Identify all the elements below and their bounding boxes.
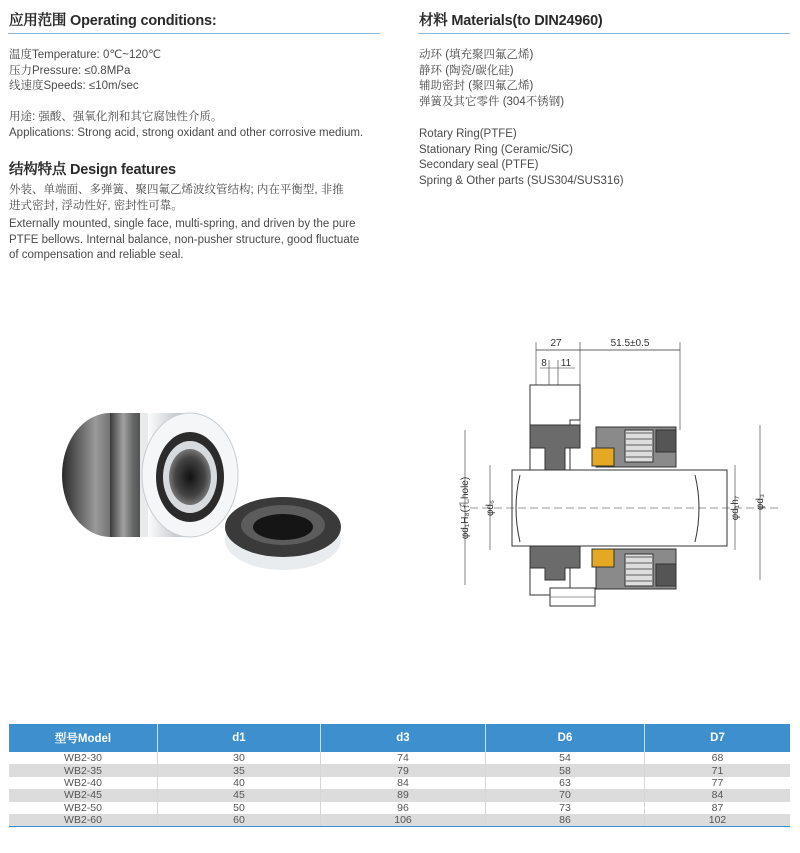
cell-d3: 89 bbox=[321, 789, 486, 801]
application-en: Applications: Strong acid, strong oxidant and other corrosive medium. bbox=[9, 126, 364, 139]
material-cn-line: 静环 (陶瓷/碳化硅) bbox=[419, 64, 514, 77]
dim-27-label: 27 bbox=[550, 338, 562, 349]
cell-d3: 84 bbox=[321, 777, 486, 789]
cell-model: WB2-50 bbox=[9, 802, 158, 814]
material-en-line: Stationary Ring (Ceramic/SiC) bbox=[419, 143, 574, 156]
cell-model: WB2-30 bbox=[9, 752, 158, 764]
cell-d7: 84 bbox=[645, 789, 791, 801]
cell-model: WB2-60 bbox=[9, 814, 158, 827]
design-en-line: Externally mounted, single face, multi-spring, and driven by the pure bbox=[9, 218, 356, 230]
materials-en bbox=[419, 127, 624, 189]
table-row bbox=[9, 814, 790, 827]
materials-cn bbox=[419, 48, 564, 110]
operating-conditions bbox=[9, 48, 161, 95]
cell-d6: 58 bbox=[486, 764, 645, 776]
label-d1-h8: φd₁H₈(孔hole) bbox=[460, 476, 471, 540]
cell-d6: 86 bbox=[486, 814, 645, 827]
operating-title: 应用范围 Operating conditions: bbox=[9, 13, 217, 29]
header-d6: D6 bbox=[486, 724, 645, 752]
cell-d1: 60 bbox=[158, 814, 321, 827]
cell-d7: 68 bbox=[645, 752, 791, 764]
table-row bbox=[9, 789, 790, 801]
right-divider bbox=[418, 33, 790, 34]
material-en-line: Secondary seal (PTFE) bbox=[419, 159, 539, 171]
cell-d3: 79 bbox=[321, 764, 486, 776]
design-cn-line: 外装、单端面、多弹簧、聚四氟乙烯波纹管结构; 内在平衡型, 非推 bbox=[9, 184, 344, 196]
table-row bbox=[9, 752, 790, 764]
cell-d6: 73 bbox=[486, 802, 645, 814]
cell-d1: 40 bbox=[158, 777, 321, 789]
cell-d7: 87 bbox=[645, 802, 791, 814]
cell-model: WB2-45 bbox=[9, 789, 158, 801]
materials-title: 材料 Materials(to DIN24960) bbox=[419, 13, 603, 29]
header-d3: d3 bbox=[321, 724, 486, 752]
cell-d3: 106 bbox=[321, 814, 486, 827]
material-cn-line: 动环 (填充聚四氟乙烯) bbox=[419, 49, 534, 61]
cell-d1: 35 bbox=[158, 764, 321, 776]
material-en-line: Rotary Ring(PTFE) bbox=[419, 128, 517, 140]
applications bbox=[9, 110, 363, 141]
cell-d7: 71 bbox=[645, 764, 791, 776]
dim-51-label: 51.5±0.5 bbox=[610, 338, 650, 349]
cell-d6: 63 bbox=[486, 777, 645, 789]
cell-d1: 30 bbox=[158, 752, 321, 764]
design-en-line: PTFE bellows. Internal balance, non-pusher structure, good fluctuate bbox=[9, 233, 360, 246]
design-title: 结构特点 Design features bbox=[9, 162, 176, 178]
condition-speed: 线速度Speeds: ≤10m/sec bbox=[9, 80, 139, 92]
label-d3: φd₃ bbox=[755, 493, 766, 511]
cell-d6: 54 bbox=[486, 752, 645, 764]
condition-temperature: 温度Temperature: 0℃~120℃ bbox=[9, 49, 162, 61]
cell-d7: 102 bbox=[645, 814, 791, 827]
header-d7: D7 bbox=[645, 724, 791, 752]
table-row bbox=[9, 764, 790, 776]
cell-d1: 50 bbox=[158, 802, 321, 814]
material-cn-line: 辅助密封 (聚四氟乙烯) bbox=[419, 80, 534, 92]
table-row bbox=[9, 777, 790, 789]
design-cn-line: 进式密封, 浮动性好, 密封性可靠。 bbox=[9, 199, 183, 212]
condition-pressure: 压力Pressure: ≤0.8MPa bbox=[9, 64, 131, 77]
label-d6: φd₆ bbox=[485, 499, 496, 517]
material-cn-line: 弹簧及其它零件 (304不锈钢) bbox=[419, 95, 565, 108]
cell-d1: 45 bbox=[158, 789, 321, 801]
table-row bbox=[9, 802, 790, 814]
dim-8-label: 8 bbox=[541, 358, 547, 369]
application-cn: 用途: 强酸、强氧化剂和其它腐蚀性介质。 bbox=[9, 111, 223, 123]
table-header-row bbox=[9, 724, 790, 752]
cell-d3: 74 bbox=[321, 752, 486, 764]
cell-d3: 96 bbox=[321, 802, 486, 814]
spec-table bbox=[9, 724, 790, 827]
dim-11-label: 11 bbox=[560, 358, 572, 369]
cell-model: WB2-40 bbox=[9, 777, 158, 789]
header-model: 型号Model bbox=[9, 724, 158, 752]
design-features-en bbox=[9, 217, 359, 264]
header-d1: d1 bbox=[158, 724, 321, 752]
label-d1-h7: φd₁h₇ bbox=[730, 495, 741, 521]
cell-model: WB2-35 bbox=[9, 764, 158, 776]
seal-product-photo bbox=[40, 395, 370, 575]
cell-d6: 70 bbox=[486, 789, 645, 801]
left-divider bbox=[8, 33, 380, 34]
seal-cross-section-drawing bbox=[450, 330, 795, 620]
cell-d7: 77 bbox=[645, 777, 791, 789]
design-en-line: of compensation and reliable seal. bbox=[9, 249, 184, 261]
material-en-line: Spring & Other parts (SUS304/SUS316) bbox=[419, 174, 624, 187]
design-features-cn bbox=[9, 183, 344, 214]
